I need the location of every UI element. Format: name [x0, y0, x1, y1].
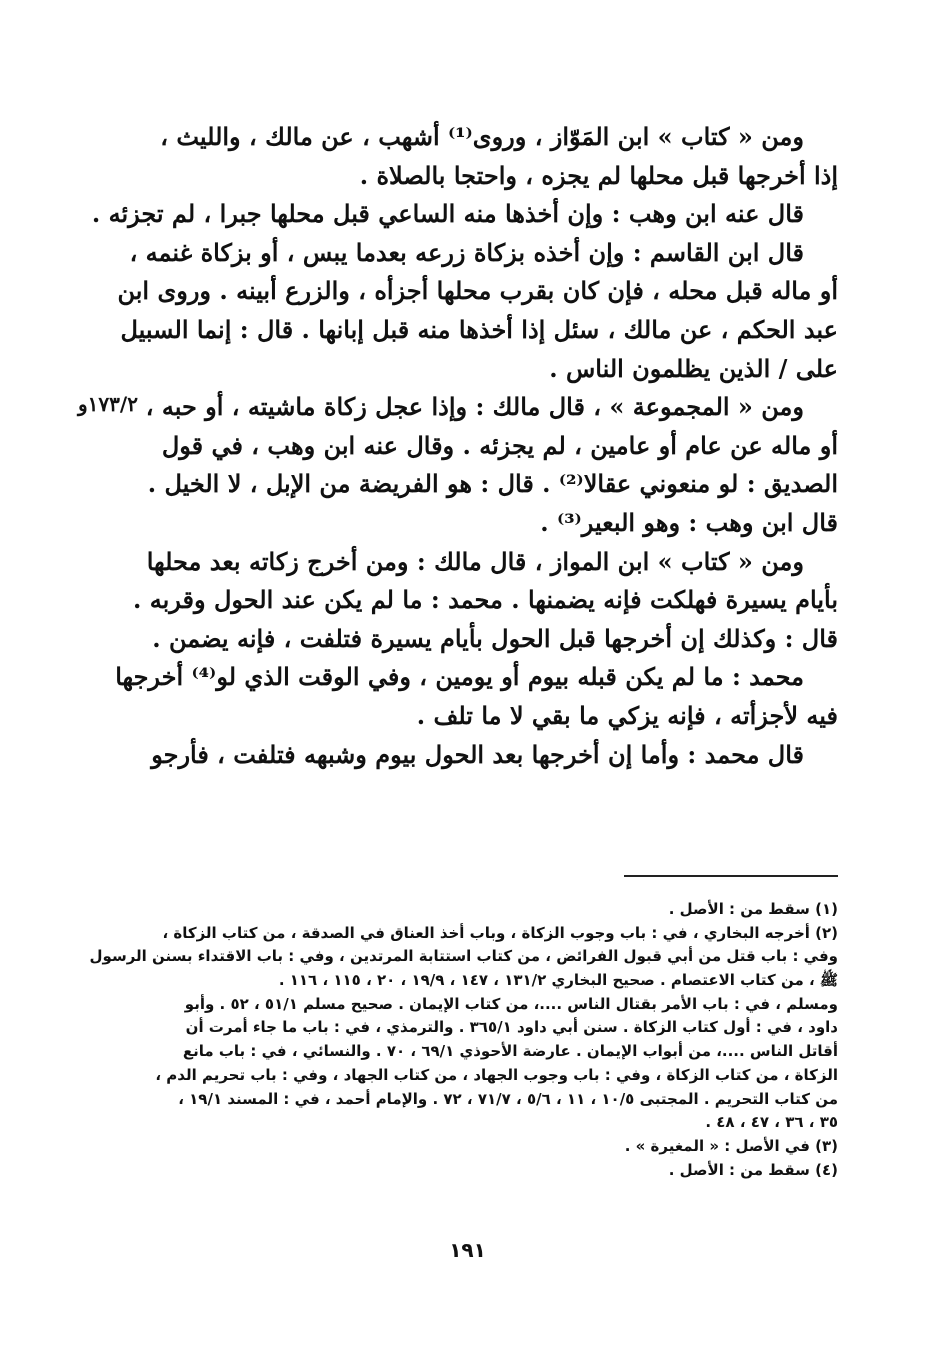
- footnotes: [89, 898, 838, 1182]
- footnote-line: (٢) أخرجه البخاري ، في : باب وجوب الزكاة ، وباب أخذ العناق في الصدقة ، من كتاب الزكاة ،: [162, 923, 838, 942]
- footnote-line: (٤) سقط من : الأصل .: [668, 1160, 838, 1179]
- footnote-line: ﷺ ، من كتاب الاعتصام . صحيح البخاري ١٣١/٢ ، ١٤٧ ، ١٩/٩ ، ٢٠ ، ١١٥ ، ١١٦ .: [278, 971, 838, 990]
- text-line: قال : وكذلك إن أخرجها قبل الحول بأيام يسيرة فتلفت ، فإنه يضمن .: [152, 623, 838, 653]
- text-line: ومن « المجموعة » ، قال مالك : وإذا عجل زكاة ماشيته ، أو حبه ،: [145, 392, 804, 422]
- text-line: محمد : ما لم يكن قبله بيوم أو يومين ، وفي الوقت الذي لو⁽⁴⁾ أخرجها: [115, 662, 804, 692]
- footnote-line: وفي : باب قتل من أبي قبول الفرائض ، من كتاب استتابة المرتدين ، وفي : باب الاقتداء بسنن الرسول: [89, 947, 838, 966]
- footnote-line: داود ، في : أول كتاب الزكاة . سنن أبي داود ٣٦٥/١ . والترمذي ، في : باب ما جاء أمرت أن: [185, 1018, 838, 1037]
- margin-folio-note: ١٧٣/٢و: [78, 392, 138, 416]
- footnote-line: أقاتل الناس ....، من أبواب الإيمان . عارضة الأحوذي ٦٩/١ ، ٧٠ . والنسائي ، في : باب مانع: [182, 1042, 838, 1061]
- text-line: الصديق : لو منعوني عقالا⁽²⁾ . قال : هو الفريضة من الإبل ، لا الخيل .: [147, 469, 838, 499]
- footnote-line: من كتاب التحريم . المجتبى ١٠/٥ ، ١١ ، ٥/٦ ، ٧١/٧ ، ٧٢ . والإمام أحمد ، في : المسند ١٩/١ ،: [178, 1089, 838, 1108]
- text-line: قال ابن القاسم : وإن أخذه بزكاة زرعه بعدما يبس ، أو بزكاة غنمه ،: [129, 237, 804, 267]
- page-number: ١٩١: [449, 1238, 486, 1262]
- footnote-line: (١) سقط من : الأصل .: [668, 900, 838, 918]
- text-line: بأيام يسيرة فهلكت فإنه يضمنها . محمد : ما لم يكن عند الحول وقربه .: [133, 585, 838, 615]
- text-line: إذا أخرجها قبل محلها لم يجزه ، واحتجا بالصلاة .: [359, 160, 838, 190]
- text-line: أو ماله قبل محله ، فإن كان بقرب محلها أجزأه ، والزرع أبينه . وروى ابن: [117, 276, 838, 306]
- text-line: على / الذين يظلمون الناس .: [549, 353, 838, 383]
- text-line: قال عنه ابن وهب : وإن أخذها منه الساعي قبل محلها جبرا ، لم تجزئه .: [91, 199, 804, 229]
- footnote-separator: [624, 875, 838, 877]
- text-line: قال محمد : وأما إن أخرجها بعد الحول بيوم وشبهه فتلفت ، فأرجو: [151, 739, 804, 769]
- text-line: عبد الحكم ، عن مالك ، سئل إذا أخذها منه قبل إبانها . قال : إنما السبيل: [120, 314, 838, 344]
- text-line: ومن « كتاب » ابن المَوّاز ، وروى⁽¹⁾ أشهب ، عن مالك ، والليث ،: [160, 122, 804, 151]
- footnote-line: (٣) في الأصل : « المغيرة » .: [624, 1136, 838, 1155]
- footnote-line: ومسلم ، في : باب الأمر بقتال الناس ....، من كتاب الإيمان . صحيح مسلم ٥١/١ ، ٥٢ . وأبو: [184, 994, 838, 1013]
- text-line: فيه لأجزأته ، فإنه يزكي ما بقي لا ما تلف .: [416, 700, 838, 730]
- footnote-line: الزكاة ، من كتاب الزكاة ، وفي : باب وجوب الجهاد ، من كتاب الجهاد ، وفي : باب تحريم الدم ،: [155, 1065, 838, 1084]
- footnote-line: ٣٥ ، ٣٦ ، ٤٧ ، ٤٨ .: [705, 1113, 838, 1132]
- text-line: أو ماله عن عام أو عامين ، لم يجزئه . وقال عنه ابن وهب ، في قول: [161, 430, 838, 460]
- text-line: ومن « كتاب » ابن المواز ، قال مالك : ومن أخرج زكاته بعد محلها: [146, 546, 804, 576]
- text-line: قال ابن وهب : وهو البعير⁽³⁾ .: [540, 507, 838, 537]
